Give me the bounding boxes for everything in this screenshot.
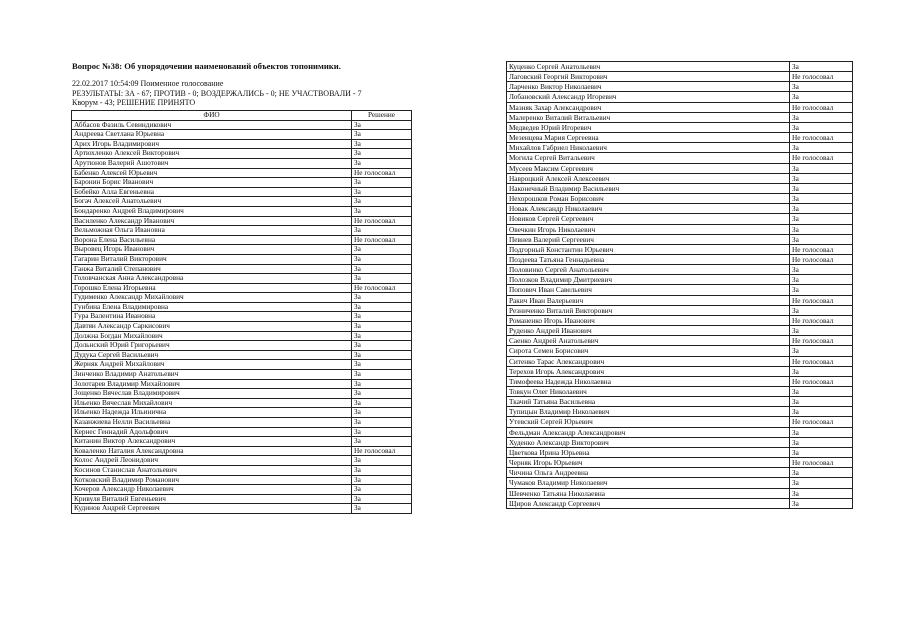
table-row (507, 458, 853, 468)
deputy-name: Сирота Семен Борисович (507, 346, 790, 356)
vote-decision: Не голосовал (790, 244, 853, 254)
vote-decision: За (352, 293, 412, 303)
table-row (507, 163, 853, 173)
deputy-name: Товкун Олег Николаевич (507, 387, 790, 397)
deputy-name: Ганжа Виталий Степанович (72, 264, 352, 274)
deputy-name: Арих Игорь Владимирович (72, 139, 352, 149)
vote-decision: За (790, 326, 853, 336)
vote-decision: За (352, 264, 412, 274)
deputy-name: Арутюнов Валерий Ашотович (72, 158, 352, 168)
deputy-name: Головчанская Анна Александровна (72, 274, 352, 284)
deputy-name: Нехорошков Роман Борисович (507, 194, 790, 204)
vote-decision: За (352, 485, 412, 495)
vote-decision: За (352, 408, 412, 418)
deputy-name: Аббасов Фазиль Севиндикович (72, 120, 352, 130)
deputy-name: Коваленко Наталия Александровна (72, 446, 352, 456)
vote-decision: За (352, 187, 412, 197)
deputy-name: Китанин Виктор Александрович (72, 437, 352, 447)
table-row (507, 488, 853, 498)
table-row (72, 206, 412, 216)
vote-decision: За (352, 465, 412, 475)
deputy-name: Косинов Станислав Анатольевич (72, 465, 352, 475)
deputy-name: Тупицын Владимир Николаевич (507, 407, 790, 417)
deputy-name: Ракич Иван Валерьевич (507, 295, 790, 305)
vote-decision: Не голосовал (790, 417, 853, 427)
vote-decision: Не голосовал (790, 72, 853, 82)
vote-decision: За (790, 468, 853, 478)
deputy-name: Половинко Сергей Анатольевич (507, 265, 790, 275)
vote-decision: За (352, 322, 412, 332)
deputy-name: Мусеев Максим Сергеевич (507, 163, 790, 173)
deputy-name: Попович Иван Савельевич (507, 285, 790, 295)
table-row (72, 465, 412, 475)
deputy-name: Давтян Александр Саркисович (72, 322, 352, 332)
deputy-name: Гура Валентина Ивановна (72, 312, 352, 322)
vote-decision: За (790, 183, 853, 193)
deputy-name: Кочеров Александр Николаевич (72, 485, 352, 495)
vote-table-left (71, 110, 412, 514)
vote-decision: За (790, 437, 853, 447)
table-row (507, 356, 853, 366)
vote-decision: За (352, 494, 412, 504)
deputy-name: Цветкова Ирина Юрьевна (507, 447, 790, 457)
deputy-name: Саенко Андрей Анатольевич (507, 336, 790, 346)
table-header-row (72, 111, 412, 121)
table-row (507, 315, 853, 325)
vote-decision: За (352, 312, 412, 322)
vote-decision: За (352, 178, 412, 188)
vote-decision: Не голосовал (352, 168, 412, 178)
table-row (72, 235, 412, 245)
deputy-name: Гунбина Елена Владимировна (72, 302, 352, 312)
vote-decision: За (790, 194, 853, 204)
vote-decision: За (352, 331, 412, 341)
deputy-name: Подгорный Константин Юрьевич (507, 244, 790, 254)
deputy-name: Ильенко Надежда Ильинична (72, 408, 352, 418)
deputy-name: Полозков Владимир Дмитриевич (507, 275, 790, 285)
deputy-name: Шевченко Татьяна Николаевна (507, 488, 790, 498)
vote-decision: За (352, 504, 412, 514)
vote-decision: Не голосовал (790, 376, 853, 386)
table-row (72, 302, 412, 312)
table-row (72, 139, 412, 149)
deputy-name: Терехов Игорь Александрович (507, 366, 790, 376)
deputy-name: Мезенцева Мария Сергеевна (507, 133, 790, 143)
deputy-name: Ильенко Вячеслав Михайлович (72, 398, 352, 408)
vote-decision: За (352, 149, 412, 159)
deputy-name: Колос Андрей Леонидович (72, 456, 352, 466)
table-row (507, 437, 853, 447)
table-row (507, 214, 853, 224)
deputy-name: Руденко Андрей Иванович (507, 326, 790, 336)
vote-decision: За (790, 214, 853, 224)
vote-decision: За (352, 302, 412, 312)
table-row (507, 397, 853, 407)
vote-table-left-body (72, 120, 412, 513)
table-row (72, 494, 412, 504)
vote-decision: За (790, 346, 853, 356)
vote-decision: Не голосовал (352, 283, 412, 293)
deputy-name: Навроцкий Алексей Алексеевич (507, 173, 790, 183)
table-row (507, 468, 853, 478)
table-row (507, 254, 853, 264)
table-row (72, 274, 412, 284)
vote-decision: За (790, 122, 853, 132)
vote-decision: За (790, 275, 853, 285)
vote-results-line: РЕЗУЛЬТАТЫ: ЗА - 67; ПРОТИВ - 0; ВОЗДЕРЖАЛИСЬ - 0; НЕ УЧАСТВОВАЛИ - 7 (72, 88, 362, 98)
vote-decision: Не голосовал (790, 315, 853, 325)
vote-table-right (506, 61, 853, 509)
table-row (72, 226, 412, 236)
vote-decision: За (790, 92, 853, 102)
vote-decision: Не голосовал (790, 336, 853, 346)
deputy-name: Чичина Ольга Андреевна (507, 468, 790, 478)
deputy-name: Богач Алексей Анатольевич (72, 197, 352, 207)
vote-decision: Не голосовал (790, 133, 853, 143)
vote-decision: За (352, 427, 412, 437)
table-row (507, 498, 853, 508)
deputy-name: Куценко Сергей Анатольевич (507, 62, 790, 72)
deputy-name: Резниченко Виталий Викторович (507, 305, 790, 315)
deputy-name: Гудименко Александр Михайлович (72, 293, 352, 303)
deputy-name: Андреева Светлана Юрьевна (72, 130, 352, 140)
deputy-name: Мазняк Захар Александрович (507, 102, 790, 112)
deputy-name: Ларченко Виктор Николаевич (507, 82, 790, 92)
table-row (72, 293, 412, 303)
vote-decision: За (352, 475, 412, 485)
vote-decision: Не голосовал (790, 458, 853, 468)
vote-decision: За (352, 341, 412, 351)
table-row (507, 376, 853, 386)
deputy-name: Бондаренко Андрей Владимирович (72, 206, 352, 216)
vote-table-right-body (507, 62, 853, 509)
vote-summary (72, 79, 362, 108)
vote-decision: За (352, 418, 412, 428)
deputy-name: Вельможная Ольга Ивановна (72, 226, 352, 236)
vote-decision: За (790, 447, 853, 457)
deputy-name: Кудинов Андрей Сергеевич (72, 504, 352, 514)
vote-decision: За (352, 379, 412, 389)
deputy-name: Поздеева Татьяна Геннадьевна (507, 254, 790, 264)
vote-decision: За (790, 112, 853, 122)
deputy-name: Василенко Александр Иванович (72, 216, 352, 226)
table-row (72, 350, 412, 360)
deputy-name: Должна Богдан Михайлович (72, 331, 352, 341)
table-row (72, 475, 412, 485)
deputy-name: Кривуля Виталий Евгеньевич (72, 494, 352, 504)
vote-decision: За (790, 387, 853, 397)
deputy-name: Михайлов Габриел Николаевич (507, 143, 790, 153)
vote-decision: За (352, 206, 412, 216)
vote-decision: За (352, 389, 412, 399)
header-decision: Решение (352, 111, 412, 121)
vote-decision: За (790, 224, 853, 234)
vote-decision: За (352, 130, 412, 140)
table-row (72, 197, 412, 207)
header-name: ФИО (72, 111, 352, 121)
table-row (507, 295, 853, 305)
deputy-name: Лаговский Георгий Викторович (507, 72, 790, 82)
deputy-name: Ткачий Татьяна Васильевна (507, 397, 790, 407)
vote-decision: Не голосовал (352, 216, 412, 226)
vote-decision: За (352, 254, 412, 264)
deputy-name: Горошко Елена Игорьевна (72, 283, 352, 293)
table-row (507, 305, 853, 315)
vote-decision: За (352, 360, 412, 370)
table-row (72, 370, 412, 380)
table-row (507, 194, 853, 204)
table-row (507, 265, 853, 275)
deputy-name: Могила Сергей Витальевич (507, 153, 790, 163)
table-row (507, 153, 853, 163)
table-row (72, 418, 412, 428)
deputy-name: Лобановский Александр Игоревич (507, 92, 790, 102)
deputy-name: Ворона Елена Васильевна (72, 235, 352, 245)
table-row (507, 62, 853, 72)
table-row (507, 326, 853, 336)
vote-decision: За (790, 82, 853, 92)
table-row (72, 254, 412, 264)
table-row (72, 178, 412, 188)
table-row (72, 341, 412, 351)
vote-decision: За (352, 274, 412, 284)
vote-decision: За (790, 204, 853, 214)
vote-decision: За (352, 370, 412, 380)
vote-decision: За (352, 158, 412, 168)
deputy-name: Наконечный Владимир Васильевич (507, 183, 790, 193)
table-row (72, 408, 412, 418)
deputy-name: Бобейко Алла Евгеньевна (72, 187, 352, 197)
table-row (507, 102, 853, 112)
table-row (507, 346, 853, 356)
deputy-name: Новак Александр Николаевич (507, 204, 790, 214)
deputy-name: Кернес Геннадий Адольфович (72, 427, 352, 437)
table-row (72, 360, 412, 370)
deputy-name: Чумаков Владимир Николаевич (507, 478, 790, 488)
deputy-name: Котковский Владимир Романович (72, 475, 352, 485)
table-row (72, 322, 412, 332)
table-row (507, 173, 853, 183)
vote-decision: За (790, 488, 853, 498)
vote-decision: За (790, 234, 853, 244)
table-row (507, 112, 853, 122)
vote-decision: Не голосовал (352, 235, 412, 245)
vote-decision: Не голосовал (790, 153, 853, 163)
deputy-name: Дудука Сергей Васильевич (72, 350, 352, 360)
deputy-name: Казанжиева Нелли Васильевна (72, 418, 352, 428)
deputy-name: Фельдман Александр Александрович (507, 427, 790, 437)
table-row (507, 478, 853, 488)
deputy-name: Артюхленко Алексей Викторович (72, 149, 352, 159)
table-row (507, 417, 853, 427)
vote-decision: Не голосовал (790, 356, 853, 366)
vote-decision: За (790, 173, 853, 183)
deputy-name: Зинченко Владимир Анатольевич (72, 370, 352, 380)
vote-decision: За (790, 143, 853, 153)
vote-decision: За (352, 398, 412, 408)
vote-decision: За (790, 397, 853, 407)
vote-decision: За (790, 285, 853, 295)
deputy-name: Золотарев Владимир Михайлович (72, 379, 352, 389)
vote-decision: За (352, 456, 412, 466)
table-row (507, 92, 853, 102)
vote-decision: Не голосовал (790, 254, 853, 264)
vote-decision: За (790, 62, 853, 72)
table-row (507, 82, 853, 92)
deputy-name: Романенко Игорь Иванович (507, 315, 790, 325)
table-row (72, 446, 412, 456)
deputy-name: Медведев Юрий Игоревич (507, 122, 790, 132)
table-row (507, 427, 853, 437)
table-row (72, 331, 412, 341)
deputy-name: Зощенко Вячеслав Владимирович (72, 389, 352, 399)
deputy-name: Певнев Валерий Сергеевич (507, 234, 790, 244)
vote-decision: Не голосовал (790, 102, 853, 112)
table-row (507, 133, 853, 143)
vote-decision: Не голосовал (790, 295, 853, 305)
table-row (72, 398, 412, 408)
table-row (507, 72, 853, 82)
vote-decision: За (790, 265, 853, 275)
deputy-name: Ситенко Тарас Александрович (507, 356, 790, 366)
table-row (72, 216, 412, 226)
table-row (507, 183, 853, 193)
table-row (72, 283, 412, 293)
deputy-name: Баронин Борис Иванович (72, 178, 352, 188)
vote-date-line: 22.02.2017 10:54:09 Поименное голосование (72, 79, 224, 88)
deputy-name: Худенко Александр Викторович (507, 437, 790, 447)
table-row (72, 245, 412, 255)
vote-decision: За (352, 226, 412, 236)
table-row (507, 224, 853, 234)
table-row (72, 504, 412, 514)
table-row (72, 456, 412, 466)
table-row (72, 264, 412, 274)
table-row (72, 427, 412, 437)
table-row (507, 407, 853, 417)
deputy-name: Овечкин Игорь Николаевич (507, 224, 790, 234)
vote-decision: За (352, 139, 412, 149)
vote-decision: За (790, 427, 853, 437)
vote-decision: За (352, 245, 412, 255)
vote-decision: За (352, 197, 412, 207)
table-row (72, 379, 412, 389)
table-row (507, 285, 853, 295)
table-row (507, 122, 853, 132)
deputy-name: Утевский Сергей Юрьевич (507, 417, 790, 427)
deputy-name: Гагарин Виталий Викторович (72, 254, 352, 264)
vote-decision: За (790, 366, 853, 376)
deputy-name: Черняк Игорь Юрьевич (507, 458, 790, 468)
vote-decision: За (790, 498, 853, 508)
document-title: Вопрос №38: Об упорядочении наименований объектов топонимики. (72, 61, 341, 71)
table-row (507, 244, 853, 254)
deputy-name: Щиров Александр Сергеевич (507, 498, 790, 508)
table-row (507, 234, 853, 244)
table-row (72, 312, 412, 322)
table-row (507, 143, 853, 153)
table-row (72, 187, 412, 197)
deputy-name: Дольнский Юрий Григорьевич (72, 341, 352, 351)
table-row (507, 447, 853, 457)
vote-decision: За (352, 437, 412, 447)
table-row (72, 437, 412, 447)
deputy-name: Жерняк Андрей Михайлович (72, 360, 352, 370)
vote-quorum-line: Кворум - 43; РЕШЕНИЕ ПРИНЯТО (72, 98, 196, 108)
table-row (72, 389, 412, 399)
table-row (72, 485, 412, 495)
deputy-name: Выровец Игорь Иванович (72, 245, 352, 255)
table-row (72, 158, 412, 168)
vote-decision: За (790, 305, 853, 315)
vote-decision: Не голосовал (352, 446, 412, 456)
vote-decision: За (790, 163, 853, 173)
table-row (72, 130, 412, 140)
table-row (507, 366, 853, 376)
table-row (507, 387, 853, 397)
table-row (507, 275, 853, 285)
deputy-name: Бабенко Алексей Юрьевич (72, 168, 352, 178)
table-row (72, 149, 412, 159)
vote-decision: За (352, 120, 412, 130)
vote-decision: За (790, 407, 853, 417)
deputy-name: Новиков Сергей Сергеевич (507, 214, 790, 224)
table-row (72, 168, 412, 178)
table-row (507, 336, 853, 346)
table-row (507, 204, 853, 214)
vote-decision: За (790, 478, 853, 488)
table-row (72, 120, 412, 130)
deputy-name: Тимофеева Надежда Николаевна (507, 376, 790, 386)
deputy-name: Малеренко Виталий Витальевич (507, 112, 790, 122)
vote-decision: За (352, 350, 412, 360)
